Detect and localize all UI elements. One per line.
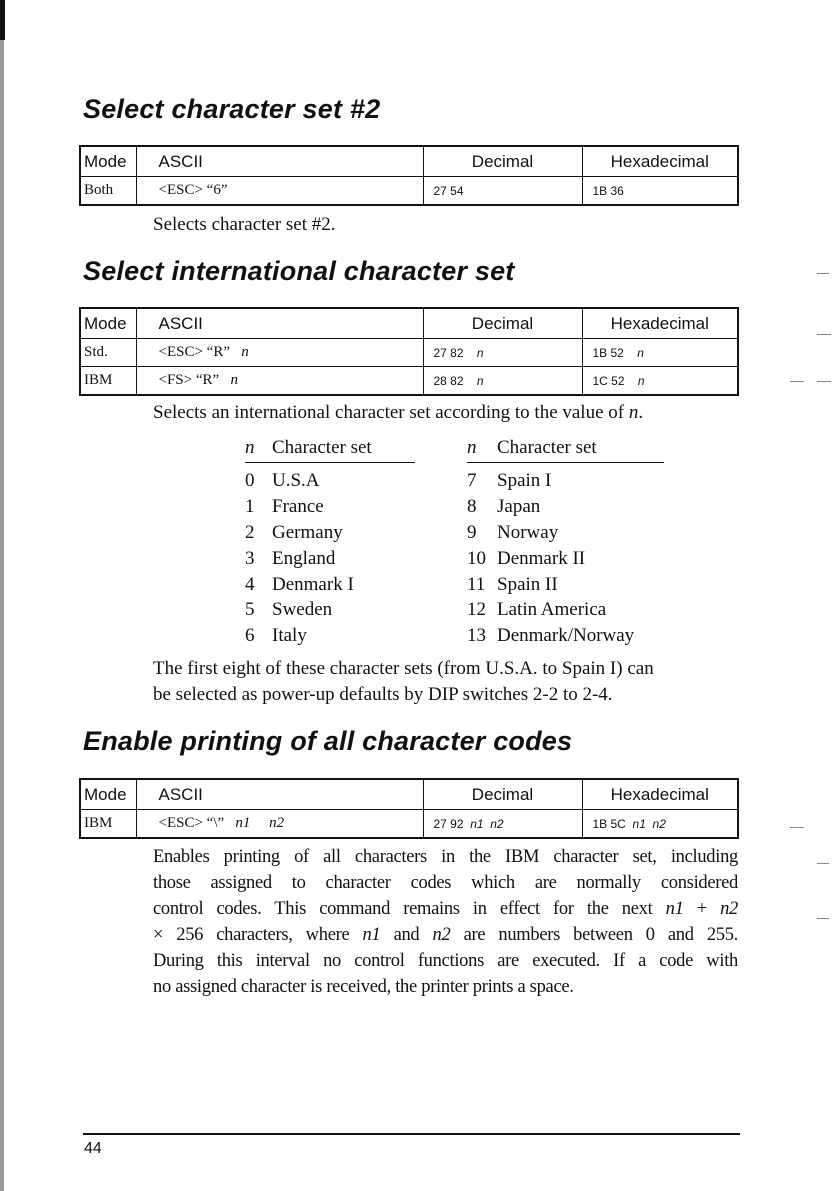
command-table-charset-2 xyxy=(79,145,739,206)
charset-row xyxy=(245,623,415,649)
col-header-label: Character set xyxy=(497,437,597,458)
section-description xyxy=(153,400,643,426)
charset-code: 7 xyxy=(467,469,477,491)
cell-mode: Both xyxy=(80,177,136,206)
body-text: and xyxy=(393,925,420,945)
charset-name: Sweden xyxy=(272,599,333,621)
charset-name: Denmark I xyxy=(272,573,354,595)
param-n1: n1 xyxy=(362,925,381,945)
ascii-code: <ESC> “\” xyxy=(158,815,225,831)
scan-mark xyxy=(790,827,804,828)
charset-row xyxy=(467,468,664,494)
header-hexadecimal: Hexadecimal xyxy=(582,308,738,339)
charset-row xyxy=(467,494,664,520)
charset-code: 9 xyxy=(467,521,477,543)
body-text: are numbers between 0 and 255. xyxy=(463,925,739,945)
scan-mark xyxy=(790,381,804,382)
note-line-1: The first eight of these character sets (from U.S.A. to Spain I) can xyxy=(153,658,654,679)
description-end: . xyxy=(638,402,644,423)
body-text: + xyxy=(696,899,707,919)
cell-ascii: <ESC> “6” xyxy=(136,177,423,206)
charset-code: 8 xyxy=(467,495,477,517)
charset-name: England xyxy=(272,547,336,569)
table-header-row xyxy=(80,779,738,810)
scan-mark xyxy=(817,273,829,274)
cell-ascii xyxy=(136,339,423,367)
decimal-code: 27 82 xyxy=(433,345,464,360)
body-line: no assigned character is received, the printer prints a space. xyxy=(153,977,574,997)
table-header-row xyxy=(80,146,738,177)
header-mode: Mode xyxy=(80,308,136,339)
charset-row xyxy=(245,546,415,572)
header-decimal: Decimal xyxy=(423,146,582,177)
col-header-n: n xyxy=(245,437,255,458)
charset-name: U.S.A xyxy=(272,469,320,491)
ascii-code: <FS> “R” xyxy=(158,372,220,388)
header-ascii: ASCII xyxy=(136,146,423,177)
table-row xyxy=(80,177,738,206)
header-mode: Mode xyxy=(80,146,136,177)
scan-mark xyxy=(817,381,831,382)
cell-decimal: 27 54 xyxy=(423,177,582,206)
charset-code: 2 xyxy=(245,521,255,543)
header-hexadecimal: Hexadecimal xyxy=(582,779,738,810)
param-n1: n1 xyxy=(665,899,684,919)
param-n: n xyxy=(230,372,238,388)
cell-decimal xyxy=(423,810,582,839)
description-text: Selects an international character set according to the value of xyxy=(153,402,625,423)
note-line-2: be selected as power-up defaults by DIP switches 2-2 to 2-4. xyxy=(153,684,613,705)
cell-ascii xyxy=(136,367,423,396)
charset-list-header xyxy=(467,435,664,463)
body-text: control codes. This command remains in effect for the next xyxy=(153,899,653,919)
charset-code: 5 xyxy=(245,599,255,621)
section-body-paragraph xyxy=(153,844,738,1000)
charset-name: Germany xyxy=(272,521,343,543)
charset-row xyxy=(245,520,415,546)
charset-list-left xyxy=(245,435,415,649)
params-n1-n2: n1 n2 xyxy=(632,816,666,831)
charset-name: Spain II xyxy=(497,573,558,595)
command-table-international-charset xyxy=(79,307,739,396)
param-n: n xyxy=(637,373,645,388)
header-ascii: ASCII xyxy=(136,779,423,810)
header-hexadecimal: Hexadecimal xyxy=(582,146,738,177)
cell-mode: IBM xyxy=(80,810,136,839)
charset-name: Norway xyxy=(497,521,559,543)
cell-mode: IBM xyxy=(80,367,136,396)
params-n1-n2: n1 n2 xyxy=(470,816,504,831)
charset-name: Italy xyxy=(272,625,307,647)
scan-edge-mark xyxy=(0,0,5,40)
charset-name: France xyxy=(272,495,324,517)
cell-ascii xyxy=(136,810,423,839)
col-header-n: n xyxy=(467,437,477,458)
decimal-code: 27 92 xyxy=(433,816,464,831)
params-n1-n2: n1 n2 xyxy=(235,815,285,831)
param-n: n xyxy=(476,345,484,360)
scan-edge xyxy=(0,0,4,1191)
decimal-code: 28 82 xyxy=(433,373,464,388)
body-line xyxy=(153,922,738,948)
charset-row xyxy=(245,597,415,623)
body-line: those assigned to character codes which are normally considered xyxy=(153,873,738,893)
footer-rule xyxy=(83,1133,740,1135)
charset-code: 10 xyxy=(467,547,486,569)
charset-code: 4 xyxy=(245,573,255,595)
hex-code: 1B 52 xyxy=(592,345,624,360)
cell-decimal xyxy=(423,367,582,396)
charset-code: 11 xyxy=(467,573,486,595)
charset-row xyxy=(467,572,664,598)
body-line xyxy=(153,896,738,922)
hex-code: 1B 5C xyxy=(592,816,626,831)
table-row xyxy=(80,367,738,396)
section-description: Selects character set #2. xyxy=(153,214,336,235)
cell-hexadecimal: 1B 36 xyxy=(582,177,738,206)
charset-code: 3 xyxy=(245,547,255,569)
scan-mark xyxy=(817,334,831,335)
page-number: 44 xyxy=(84,1140,102,1157)
param-n: n xyxy=(637,345,644,360)
charset-row xyxy=(245,468,415,494)
section-title-international-charset: Select international character set xyxy=(83,256,515,286)
charset-name: Spain I xyxy=(497,469,552,491)
scan-mark xyxy=(817,863,829,864)
body-text: × 256 characters, where xyxy=(153,925,350,945)
cell-hexadecimal xyxy=(582,810,738,839)
header-mode: Mode xyxy=(80,779,136,810)
hex-code: 1C 52 xyxy=(592,373,625,388)
section-title-character-set-2: Select character set #2 xyxy=(83,94,381,124)
charset-row xyxy=(245,572,415,598)
header-ascii: ASCII xyxy=(136,308,423,339)
charset-code: 0 xyxy=(245,469,255,491)
cell-decimal xyxy=(423,339,582,367)
charset-left-rows xyxy=(245,468,415,649)
cell-mode: Std. xyxy=(80,339,136,367)
command-table-enable-printing xyxy=(79,778,739,839)
param-n: n xyxy=(476,373,484,388)
charset-list-right xyxy=(467,435,664,649)
param-n: n xyxy=(628,402,639,423)
charset-code: 12 xyxy=(467,599,486,621)
charset-name: Denmark II xyxy=(497,547,586,569)
charset-name: Latin America xyxy=(497,599,607,621)
ascii-code: <ESC> “R” xyxy=(158,344,230,360)
charset-code: 13 xyxy=(467,625,486,647)
charset-name: Japan xyxy=(497,495,541,517)
charset-row xyxy=(467,546,664,572)
table-row xyxy=(80,339,738,367)
section-title-enable-printing: Enable printing of all character codes xyxy=(83,726,573,756)
charset-name: Denmark/Norway xyxy=(497,625,635,647)
charset-row xyxy=(467,520,664,546)
col-header-label: Character set xyxy=(272,437,372,458)
table-header-row xyxy=(80,308,738,339)
param-n2: n2 xyxy=(720,899,739,919)
param-n: n xyxy=(241,344,249,360)
cell-hexadecimal xyxy=(582,339,738,367)
header-decimal: Decimal xyxy=(423,779,582,810)
table-row xyxy=(80,810,738,839)
body-line: Enables printing of all characters in the IBM character set, including xyxy=(153,847,738,867)
body-line: During this interval no control functions are executed. If a code with xyxy=(153,951,738,971)
header-decimal: Decimal xyxy=(423,308,582,339)
scan-mark xyxy=(817,918,829,919)
charset-right-rows xyxy=(467,468,664,649)
charset-code: 1 xyxy=(245,495,255,517)
charset-list-header xyxy=(245,435,415,463)
charset-row xyxy=(467,597,664,623)
charset-row xyxy=(467,623,664,649)
charset-row xyxy=(245,494,415,520)
cell-hexadecimal xyxy=(582,367,738,396)
charset-code: 6 xyxy=(245,625,255,647)
param-n2: n2 xyxy=(432,925,451,945)
